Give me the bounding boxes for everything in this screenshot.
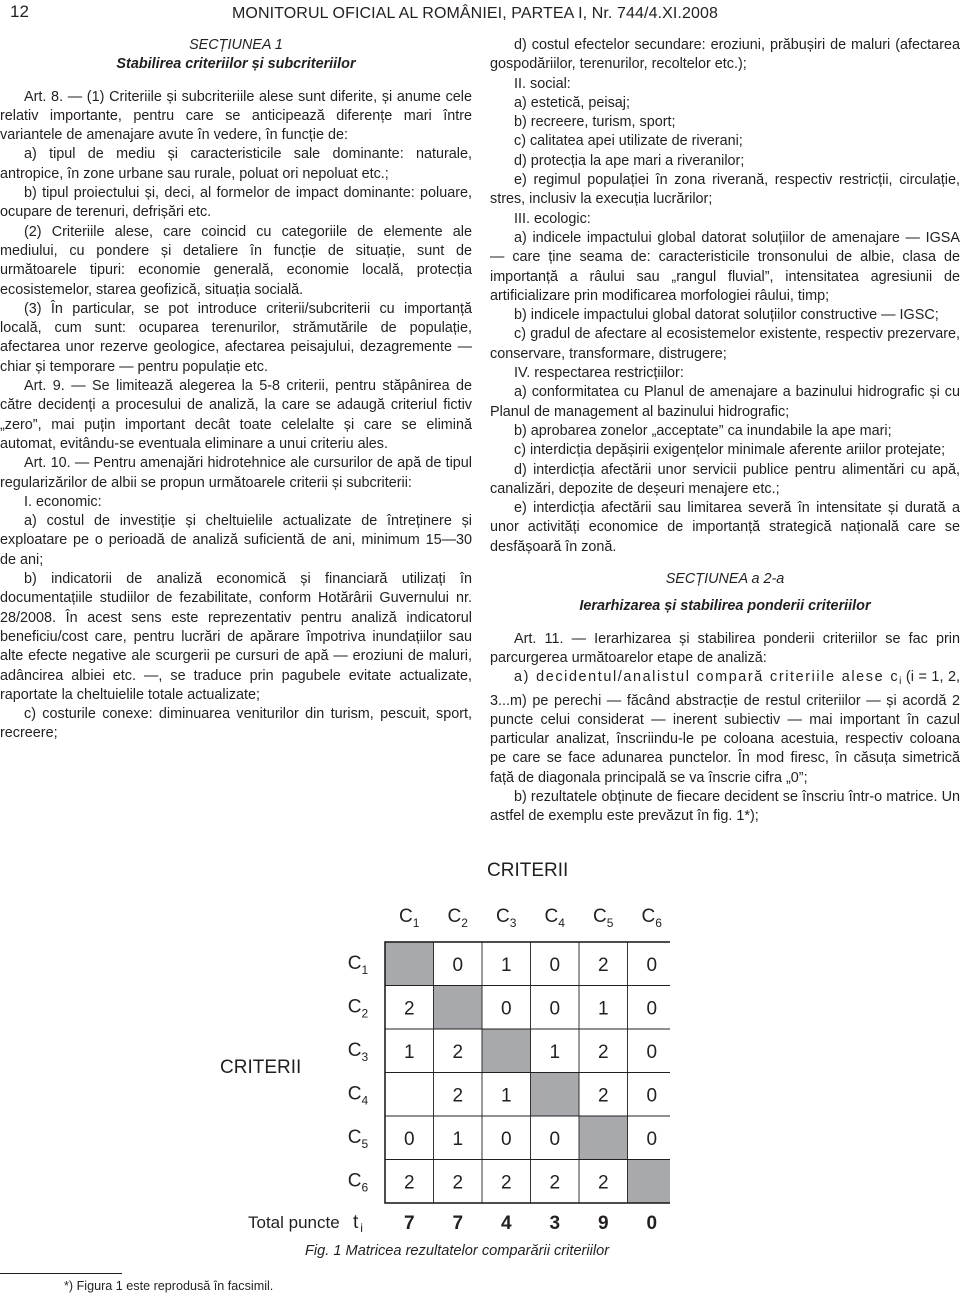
column-header-c5: $C_5$ [593,906,614,930]
social-heading: II. social: [514,75,571,92]
criteria-matrix-figure [210,855,670,1250]
total-symbol-sub: i [360,1221,363,1235]
total-value-c3: 4 [500,1213,512,1234]
section-2-title: SECȚIUNEA a 2-a [665,571,785,588]
ecologic-a: a) indicele impactului global datorat soluțiilor de amenajare — IGSA — care ține seama de: caracteristicile tronsonului de albie, clasa de importanță a râului sau „rangul fluvial”, intensitatea agresiunii de artificializare prin modificarea morfologiei râului, timp; [490,229,960,304]
row-header-c2: $C_2$ [347,996,369,1021]
matrix-cell-value: 0 [646,1041,658,1063]
art-11-b: b) rezultatele obținute de fiecare decident se înscriu într-o matrice. Un astfel de exemplu este prevăzut în fig. 1*); [490,788,960,825]
total-symbol-t: t [353,1212,359,1233]
art-10-economic-a: a) costul de investiție și cheltuielile actualizate de întreținere și exploatare pe o perioadă de analiză suficientă de ani, minimum 15—30 de ani; [0,513,472,568]
restrictions-a: a) conformitatea cu Planul de amenajare a bazinului hidrografic și cu Planul de management al bazinului hidrografic; [490,384,960,420]
diagonal-shaded-cell [385,942,434,986]
matrix-cell-value: 1 [597,998,609,1020]
art-8-item-b: b) tipul proiectului și, deci, al formelor de impact dominante: poluare, ocupare de terenuri, defrișări etc. [0,185,472,221]
art-10-economic-b: b) indicatorii de analiză economică și financiară utilizați în documentațiile studiilor de fezabilitate, conform Hotărârii Guvernului nr. 28/2008. În acest sens este reprezentativ pentru analiză indicatorul beneficiu/cost care, pentru lucrări de apărare împotriva inundațiilor sau alte efecte negative ale scurgerii pe cursuri de apă — eroziuni de maluri, adâncirea albiei etc. —, se traduce prin pagubele evitate actualizate, raportate la cheltuielile totale actualizate; [0,571,472,703]
matrix-cell-value: 2 [452,1041,464,1063]
footnote: *) Figura 1 este reprodusă în facsimil. [64,1279,274,1293]
matrix-cell-value: 1 [403,1041,415,1063]
matrix-cell-value: 0 [549,1128,561,1150]
economic-d: d) costul efectelor secundare: eroziuni, prăbușiri de maluri (afectarea gospodăriilor, terenurilor, recoltelor etc.); [490,37,960,73]
column-header-c4: $C_4$ [544,906,565,930]
art-10-economic-heading: I. economic: [24,493,102,510]
diagonal-shaded-cell [531,1073,580,1117]
diagonal-shaded-cell [434,986,483,1030]
art-11-a-subscript: i [899,676,902,688]
column-header-c2: $C_2$ [447,906,468,930]
matrix-cell-value: 2 [549,1172,561,1194]
figure-caption: Fig. 1 Matricea rezultatelor comparării criteriilor [305,1243,610,1259]
art-8-para-3: (3) În particular, se pot introduce criterii/subcriterii cu importanță locală, cum sunt: ocuparea terenurilor, strămutările de populație, afectarea unor rezerve geologice, afectarea peisajului, dezagremente — chiar și temporare — pentru populație etc. [0,300,472,375]
matrix-top-label: CRITERII [487,860,569,881]
section-1-subtitle: Stabilirea criteriilor și subcriteriilor [116,56,356,73]
matrix-cell-value: 2 [500,1172,512,1194]
right-column [490,36,960,827]
art-10-economic-c: c) costurile conexe: diminuarea veniturilor din turism, pescuit, sport, recreere; [0,706,472,742]
matrix-cell-value: 2 [597,954,609,976]
left-column [0,36,472,744]
matrix-cell-value: 0 [403,1128,415,1150]
ecologic-c: c) gradul de afectare al ecosistemelor existente, respectiv prezervare, conservare, transformare, distrugere; [490,326,960,362]
matrix-cell-value: 1 [500,954,512,976]
art-11-a-prefix: a) decidentul/analistul compară criteriile alese c [514,669,900,686]
matrix-cell-value: 0 [549,998,561,1020]
matrix-cell-value: 0 [646,1128,658,1150]
social-b: b) recreere, turism, sport; [514,114,676,131]
art-11-a [490,668,960,788]
matrix-cell-value: 0 [452,954,464,976]
social-c: c) calitatea apei utilizate de riverani; [514,133,743,150]
matrix-cell-value: 0 [500,998,512,1020]
art-11-a-rest: (i = 1, 2, 3...m) pe perechi — făcând abstracție de restul criteriilor — și acordă 2 puncte celui considerat — inerent subiectiv — mai important în cazul particular analizat, înscriindu-le pe coloana acestuia, respectiv coloana pe care se face adunarea punctelor. În mod firesc, în căsuța simetrică față de diagonala principală se va înscrie cifra „0”; [490,669,960,786]
footnote-rule [0,1273,122,1274]
art-8-item-a: a) tipul de mediu și caracteristicile sale dominante: naturale, antropice, în zone urbane sau rurale, poluat ori nepoluat etc.; [0,146,472,182]
matrix-cell-value: 0 [646,998,658,1020]
diagonal-shaded-cell [579,1116,628,1160]
art-10: Art. 10. — Pentru amenajări hidrotehnice ale cursurilor de apă de tipul regularizărilor de albii se propun următoarele criterii și subcriterii: [0,455,472,491]
matrix-side-label: CRITERII [220,1057,302,1078]
restrictions-heading: IV. respectarea restricțiilor: [514,365,684,382]
column-header-c3: $C_3$ [496,906,517,930]
total-symbol [353,1212,363,1235]
art-8-para-1: Art. 8. — (1) Criteriile și subcriteriile alese sunt diferite, și anume cele relativ importante, pentru care se anticipează diferențe mari între variantele de amenajare avute în vedere, în funcție de: [0,88,472,144]
social-a: a) estetică, peisaj; [514,94,630,111]
row-header-c1: $C_1$ [347,953,369,977]
matrix-cell-value: 2 [403,1172,415,1194]
matrix-cell-value: 1 [500,1085,512,1107]
total-value-c1: 7 [403,1213,415,1234]
gazette-header-title: MONITORUL OFICIAL AL ROMÂNIEI, PARTEA I, Nr. 744/4.XI.2008 [232,5,718,22]
ecologic-b: b) indicele impactului global datorat soluțiilor constructive — IGSC; [514,307,939,324]
page-number: 12 [10,2,29,21]
total-value-c4: 3 [549,1213,561,1234]
restrictions-d: d) interdicția afectării unor servicii publice pentru alimentări cu apă, canalizări, depozite de deșeuri menajere etc.; [490,461,960,497]
matrix-cell-value: 2 [597,1085,609,1107]
column-header-c6: $C_6$ [641,906,662,930]
matrix-cell-value: 1 [549,1041,561,1063]
restrictions-c: c) interdicția depășirii exigențelor minimale aferente ariilor protejate; [514,442,946,459]
row-header-c6: $C_6$ [347,1170,369,1195]
matrix-cell-value: 0 [646,1085,658,1107]
matrix-cell-value: 2 [597,1172,609,1194]
matrix-cell-value: 2 [452,1172,464,1194]
restrictions-b: b) aprobarea zonelor „acceptate” ca inundabile la ape mari; [514,422,892,439]
row-header-c3: $C_3$ [347,1040,369,1064]
total-value-c5: 9 [597,1213,609,1234]
total-value-c6: 0 [646,1213,658,1234]
section-2-subtitle: Ierarhizarea și stabilirea ponderii criteriilor [579,598,871,615]
social-e: e) regimul populației în zona riverană, respectiv restricții, circulație, stres, inclusiv la execuția lucrărilor; [490,172,960,208]
art-11-intro: Art. 11. — Ierarhizarea și stabilirea ponderii criteriilor se fac prin parcurgerea următoarelor etape de analiză: [490,630,960,666]
row-header-c5: $C_5$ [347,1127,369,1151]
total-value-c2: 7 [452,1213,464,1234]
matrix-cell-value: 0 [646,954,658,976]
matrix-cell-value: 2 [403,998,415,1020]
diagonal-shaded-cell [482,1029,531,1073]
section-1-title: SECȚIUNEA 1 [189,37,283,53]
social-d: d) protecția la ape mari a riveranilor; [514,152,745,169]
matrix-cell-value: 0 [549,954,561,976]
ecologic-heading: III. ecologic: [514,210,591,227]
matrix-cell-value: 2 [452,1085,464,1107]
art-8-para-2: (2) Criteriile alese, care coincid cu categoriile de elemente ale mediului, cu pondere și detaliere în funcție de situație, sunt de următoarele tipuri: economie generală, economie locală, protecția ecosistemelor, starea geofizică, situația socială. [0,223,472,298]
diagonal-shaded-cell [628,1160,671,1204]
art-9: Art. 9. — Se limitează alegerea la 5-8 criterii, pentru stăpânirea de către decidenți a procesului de analiză, la care se adaugă criteriul fictiv „zero”, mai puțin important decât toate celelalte și care se elimină automat, evitându-se eventuala eliminare a unui criteriu ales. [0,378,472,452]
total-points-label: Total puncte [248,1213,340,1232]
criteria-matrix [210,855,670,1250]
matrix-cell-value: 1 [452,1128,464,1150]
column-header-c1: $C_1$ [399,906,420,930]
matrix-cell-value: 0 [500,1128,512,1150]
restrictions-e: e) interdicția afectării sau limitarea severă în intensitate și durată a unor activități economice de importanță strategică națională care se desfășoară în zonă. [490,500,960,555]
matrix-cell-value: 2 [597,1041,609,1063]
row-header-c4: $C_4$ [347,1083,369,1108]
